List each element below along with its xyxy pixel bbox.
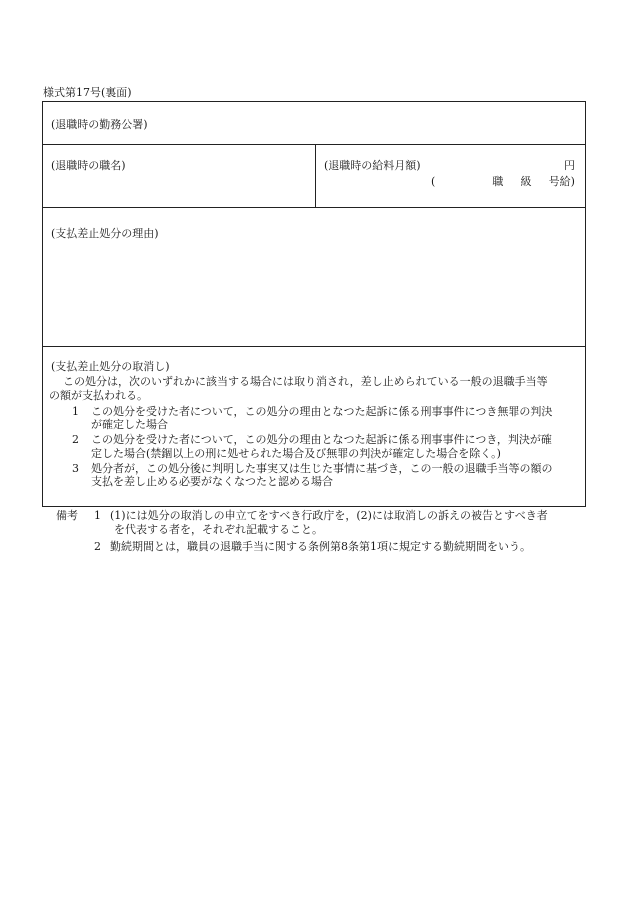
- yen-unit: 円: [564, 159, 575, 172]
- reason-row: [43, 208, 585, 347]
- salary-cell: [316, 145, 585, 207]
- form-number: 様式第17号(裏面): [43, 86, 132, 99]
- cancellation-intro-2: の額が支払われる。: [49, 388, 148, 402]
- cancellation-item: [49, 433, 579, 461]
- cancellation-item: [49, 405, 579, 433]
- grade-kyu: 級: [520, 175, 532, 188]
- item-text: [91, 462, 579, 490]
- item-line: この処分を受けた者について，この処分の理由となつた起訴に係る刑事事件につき，判決が確: [91, 433, 552, 446]
- salary-label: (退職時の給料月額): [324, 159, 421, 172]
- item-number: 3: [72, 461, 79, 475]
- cancellation-intro: [49, 375, 579, 403]
- remark-text: [110, 509, 586, 537]
- remark-line: 勤続期間とは，職員の退職手当に関する条例第8条第1項に規定する勤続期間をいう。: [110, 539, 531, 553]
- grade-line: [431, 175, 575, 189]
- remark-text: [110, 540, 586, 554]
- item-text: [91, 433, 579, 461]
- remark-number: 1: [94, 509, 101, 522]
- remark-line: (1)には処分の取消しの申立てをすべき行政庁を，(2)には取消しの訴えの被告とすべき者: [110, 509, 548, 522]
- item-line: 支払を差し止める必要がなくなつたと認める場合: [91, 475, 333, 489]
- item-number: 1: [72, 404, 79, 418]
- reason-label: (支払差止処分の理由): [51, 227, 159, 240]
- grade-shoku: 職: [492, 175, 504, 188]
- position-salary-row: [43, 145, 585, 208]
- office-label: (退職時の勤務公署): [51, 118, 148, 131]
- cancellation-label: (支払差止処分の取消し): [51, 360, 170, 373]
- item-line: 定した場合(禁錮以上の刑に処せられた場合及び無罪の判決が確定した場合を除く。): [91, 446, 501, 460]
- item-line: この処分を受けた者について，この処分の理由となつた起訴に係る刑事事件につき無罪の判決: [91, 404, 553, 418]
- grade-paren: (: [431, 175, 436, 188]
- cancellation-item: [49, 462, 579, 490]
- position-cell: [43, 145, 316, 207]
- item-text: [91, 405, 579, 433]
- grade-gokyu: 号給): [548, 175, 575, 188]
- cancellation-row: [43, 347, 585, 506]
- remark-item: [56, 540, 586, 554]
- remarks-heading: 備考: [56, 509, 78, 522]
- remark-line: を代表する者を，それぞれ記載すること。: [114, 522, 323, 536]
- cancellation-body: [49, 375, 579, 489]
- item-number: 2: [72, 433, 79, 446]
- item-line: が確定した場合: [91, 418, 168, 432]
- remarks: [56, 509, 586, 556]
- remark-item: [56, 509, 586, 537]
- form-table: [42, 101, 586, 507]
- cancellation-intro-1: この処分は，次のいずれかに該当する場合には取り消され，差し止められている一般の退職手当等: [63, 375, 548, 388]
- item-line: 処分者が，この処分後に判明した事実又は生じた事情に基づき，この一般の退職手当等の額の: [91, 461, 553, 475]
- remark-number: 2: [94, 539, 101, 553]
- remarks-heading-spacer: [56, 540, 94, 554]
- position-label: (退職時の職名): [51, 159, 126, 172]
- office-row: [43, 102, 585, 145]
